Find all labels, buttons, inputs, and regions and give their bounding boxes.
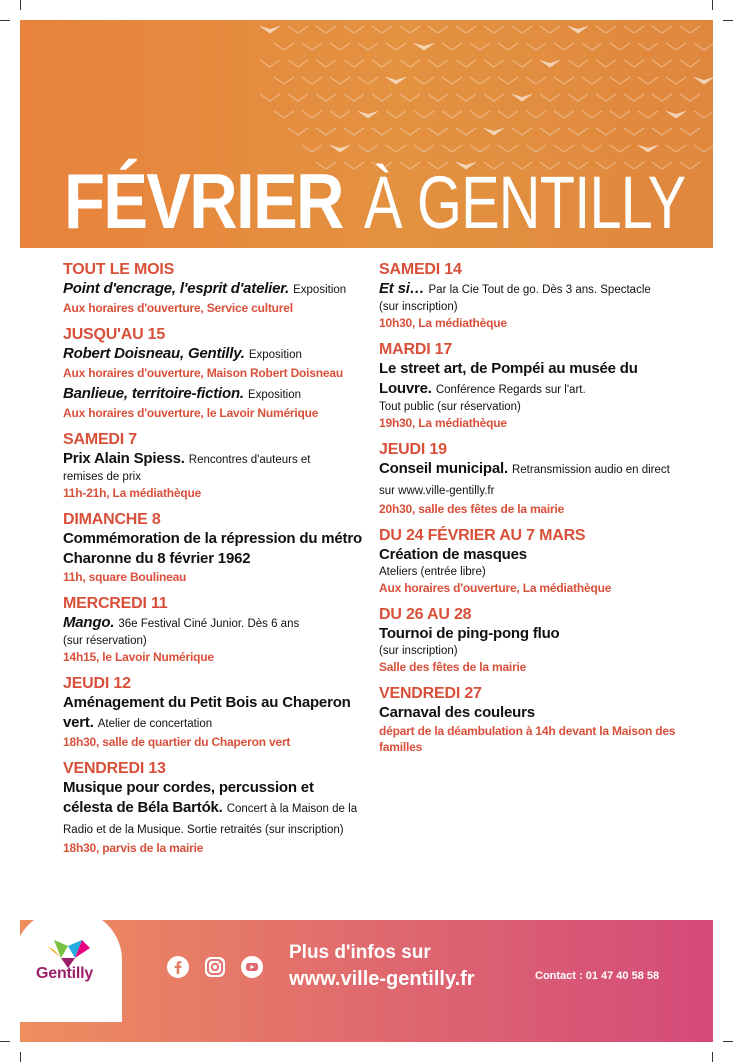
event <box>379 703 679 755</box>
event-date: VENDREDI 27 <box>379 685 482 702</box>
crop-mark <box>723 20 733 21</box>
event-place: 10h30, La médiathèque <box>379 316 507 330</box>
event-place: 18h30, parvis de la mairie <box>63 841 204 855</box>
event <box>379 359 679 431</box>
event-extra: remises de prix <box>63 471 141 483</box>
right-column <box>379 260 679 764</box>
event-date: JEUDI 12 <box>63 675 131 692</box>
event-extra: Tout public (sur réservation) <box>379 401 521 413</box>
event-place: 20h30, salle des fêtes de la mairie <box>379 502 565 516</box>
event-place: Salle des fêtes de la mairie <box>379 660 527 674</box>
crop-mark <box>712 1052 713 1062</box>
event-date: DU 26 AU 28 <box>379 606 472 623</box>
event <box>379 459 679 517</box>
agenda-entry <box>379 440 679 517</box>
event-description: Exposition <box>293 284 347 296</box>
event-date: TOUT LE MOIS <box>63 261 175 278</box>
event-date: DU 24 FÉVRIER AU 7 MARS <box>379 527 586 544</box>
event <box>63 344 363 381</box>
event-name: Mango. <box>63 614 115 631</box>
agenda-entry <box>63 759 363 856</box>
event-description: Concert à la Maison de la Radio et de la Musique. Sortie retraités (sur inscription) <box>63 803 358 836</box>
event-name: Carnaval des couleurs <box>379 704 535 721</box>
title-place: À GENTILLY <box>364 161 686 244</box>
event-name: Tournoi de ping-pong fluo <box>379 625 560 642</box>
event-date: JEUDI 19 <box>379 441 447 458</box>
event-date: DIMANCHE 8 <box>63 511 161 528</box>
title-month: FÉVRIER <box>64 157 343 245</box>
event-description: Rencontres d'auteurs et <box>188 454 311 466</box>
event-name: Le street art, de Pompéi au musée du Louvre. <box>379 360 638 397</box>
event-name: Et si… <box>379 280 425 297</box>
brand-name: Gentilly <box>36 965 94 982</box>
event-name: Aménagement du Petit Bois au Chaperon vert. <box>63 694 351 731</box>
event-name: Commémoration de la répression du métro Charonne du 8 février 1962 <box>63 530 362 567</box>
event-name: Musique pour cordes, percussion et célesta de Béla Bartók. <box>63 779 314 816</box>
event-name: Prix Alain Spiess. <box>63 450 185 467</box>
event-description: 36e Festival Ciné Junior. Dès 6 ans <box>118 618 300 630</box>
event-name: Création de masques <box>379 546 527 563</box>
website-link[interactable]: www.ville-gentilly.fr <box>289 968 475 990</box>
crop-mark <box>712 0 713 10</box>
event-date: VENDREDI 13 <box>63 760 166 777</box>
event-date: MERCREDI 11 <box>63 595 168 612</box>
event-extra: (sur inscription) <box>379 645 458 657</box>
event-date: JUSQU'AU 15 <box>63 326 166 343</box>
event-place: 18h30, salle de quartier du Chaperon vert <box>63 735 291 749</box>
event-extra: (sur réservation) <box>63 635 147 647</box>
event-place: Aux horaires d'ouverture, Service culturel <box>63 301 293 315</box>
event-extra: Ateliers (entrée libre) <box>379 566 486 578</box>
left-column <box>63 260 363 865</box>
event <box>63 529 363 585</box>
crop-mark <box>20 1052 21 1062</box>
agenda-entry <box>63 510 363 585</box>
event <box>63 613 363 665</box>
contact-phone: Contact : 01 47 40 58 58 <box>535 970 660 982</box>
event-place: 14h15, le Lavoir Numérique <box>63 650 214 664</box>
instagram-icon[interactable] <box>203 955 227 979</box>
event-place: 11h-21h, La médiathèque <box>63 486 202 500</box>
youtube-icon[interactable] <box>240 955 264 979</box>
event-name: Banlieue, territoire-fiction. <box>63 385 244 402</box>
event <box>63 778 363 856</box>
event-place: 11h, square Boulineau <box>63 570 187 584</box>
agenda-entry <box>63 430 363 501</box>
more-info-label: Plus d'infos sur <box>289 942 431 963</box>
event-name: Robert Doisneau, Gentilly. <box>63 345 245 362</box>
event-place: Aux horaires d'ouverture, Maison Robert Doisneau <box>63 366 343 380</box>
event-description: Atelier de concertation <box>97 718 213 730</box>
event <box>63 384 363 421</box>
event-place: départ de la déambulation à 14h devant la Maison des familles <box>379 724 676 754</box>
agenda-entry <box>379 526 679 596</box>
event-description: Retransmission audio en direct sur www.ville-gentilly.fr <box>379 464 670 497</box>
event-description: Exposition <box>247 389 301 401</box>
agenda-entry <box>63 325 363 421</box>
agenda-entry <box>379 605 679 675</box>
facebook-icon[interactable] <box>166 955 190 979</box>
event-place: Aux horaires d'ouverture, le Lavoir Numérique <box>63 406 319 420</box>
event <box>63 279 363 316</box>
event-description: Conférence Regards sur l'art. <box>435 384 586 396</box>
crop-mark <box>0 20 10 21</box>
event-extra: (sur inscription) <box>379 301 458 313</box>
event <box>63 449 363 501</box>
event-place: 19h30, La médiathèque <box>379 416 507 430</box>
event <box>379 279 679 331</box>
event-name: Point d'encrage, l'esprit d'atelier. <box>63 280 290 297</box>
agenda-entry <box>379 340 679 431</box>
event-description: Exposition <box>248 349 302 361</box>
agenda-entry <box>63 260 363 316</box>
event-place: Aux horaires d'ouverture, La médiathèque <box>379 581 612 595</box>
event-name: Conseil municipal. <box>379 460 508 477</box>
page-title <box>64 157 686 245</box>
event <box>63 693 363 750</box>
event-date: SAMEDI 7 <box>63 431 137 448</box>
agenda-entry <box>379 260 679 331</box>
event-description: Par la Cie Tout de go. Dès 3 ans. Spectacle <box>428 284 651 296</box>
agenda-entry <box>379 684 679 755</box>
crop-mark <box>20 0 21 10</box>
agenda-entry <box>63 594 363 665</box>
agenda-entry <box>63 674 363 750</box>
event <box>379 545 679 596</box>
event-date: MARDI 17 <box>379 341 453 358</box>
crop-mark <box>723 1041 733 1042</box>
poster <box>20 20 713 1042</box>
event <box>379 624 679 675</box>
header-banner <box>20 20 713 248</box>
crop-mark <box>0 1041 10 1042</box>
event-date: SAMEDI 14 <box>379 261 462 278</box>
